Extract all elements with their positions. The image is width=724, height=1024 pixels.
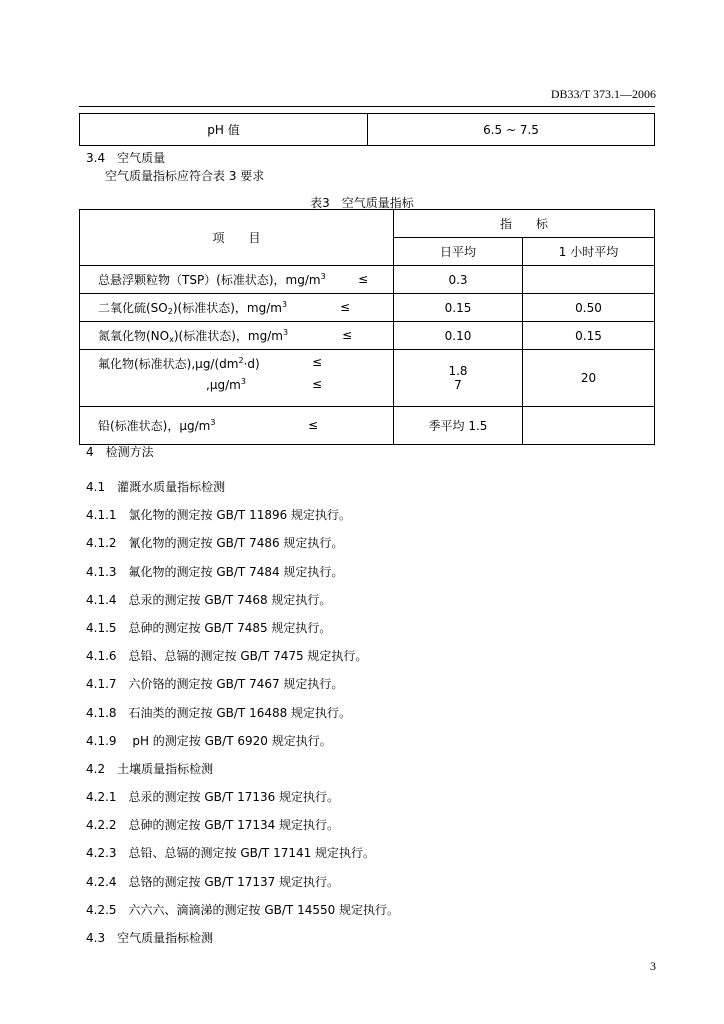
- list-item: 4.2 土壤质量指标检测: [86, 761, 214, 776]
- cell-hourly-nox: 0.15: [523, 322, 655, 350]
- row-label-nox: 氮氧化物$(NO_x)$(标准状态)，$mg/m^3$ ≤: [80, 322, 394, 350]
- col-header-daily: 日平均: [394, 238, 523, 266]
- section-3-4-title: 3.4 空气质量: [86, 151, 166, 165]
- list-item: 4.1.8 石油类的测定按 GB/T 16488 规定执行。: [86, 705, 352, 720]
- ph-label: pH 值: [80, 114, 368, 146]
- cell-hourly-so2: 0.50: [523, 294, 655, 322]
- le-sign: ≤: [312, 377, 323, 391]
- list-item: 4.1.3 氟化物的测定按 GB/T 7484 规定执行。: [86, 564, 344, 579]
- table-row: [80, 350, 655, 407]
- list-item: 4.1.7 六价铬的测定按 GB/T 7467 规定执行。: [86, 677, 344, 692]
- table-row: [80, 294, 655, 322]
- list-item: 4.2.2 总砷的测定按 GB/T 17134 规定执行。: [86, 818, 340, 833]
- list-item: 4.1.2 氰化物的测定按 GB/T 7486 规定执行。: [86, 536, 344, 551]
- le-sign: ≤: [342, 328, 353, 342]
- cell-daily-lead: 季平均 1.5: [394, 407, 523, 445]
- list-item: 4.2.5 六六六、滴滴涕的测定按 GB/T 14550 规定执行。: [86, 902, 400, 917]
- cell-daily-fluoride: 1.8 7: [394, 350, 523, 407]
- col-header-index: 指 标: [394, 210, 655, 238]
- list-item: 4.1.5 总砷的测定按 GB/T 7485 规定执行。: [86, 620, 332, 635]
- cell-daily-so2: 0.15: [394, 294, 523, 322]
- method-list: [86, 478, 399, 957]
- table3-caption: 表3 空气质量指标: [310, 196, 414, 210]
- header-rule: [79, 106, 655, 107]
- le-sign: ≤: [312, 355, 323, 369]
- air-quality-table: [79, 209, 655, 445]
- list-item: 4.2.3 总铅、总镉的测定按 GB/T 17141 规定执行。: [86, 846, 376, 861]
- row-label-lead: 铅(标准状态)，$\mu g/m^3$ ≤: [80, 407, 394, 445]
- col-header-item: 项 目: [80, 210, 394, 266]
- row-label-so2: 二氧化硫$(SO_2)$(标准状态)，$mg/m^3$ ≤: [80, 294, 394, 322]
- ph-table: [79, 113, 655, 146]
- le-sign: ≤: [308, 418, 319, 432]
- list-item: 4.3 空气质量指标检测: [86, 931, 214, 945]
- ph-value: 6.5 ~ 7.5: [368, 114, 655, 146]
- cell-daily-nox: 0.10: [394, 322, 523, 350]
- list-item: 4.1 灌溉水质量指标检测: [86, 480, 226, 494]
- row-label-fluoride: 氟化物(标准状态)$,\mu g/(dm^2\cdot d)$ ≤ $,\mu g/m^3$ ≤: [80, 350, 394, 407]
- cell-daily-tsp: 0.3: [394, 266, 523, 294]
- cell-hourly-tsp: [523, 266, 655, 294]
- list-item: 4.1.9 pH 的测定按 GB/T 6920 规定执行。: [86, 733, 332, 748]
- document-code: DB33/T 373.1—2006: [550, 87, 656, 101]
- list-item: 4.1.1 氯化物的测定按 GB/T 11896 规定执行。: [86, 508, 352, 523]
- cell-hourly-fluoride: 20: [523, 350, 655, 407]
- row-label-tsp: 总悬浮颗粒物（TSP）(标准状态)，$mg/m^3$ ≤: [80, 266, 394, 294]
- table-row: [80, 407, 655, 445]
- list-item: 4.2.1 总汞的测定按 GB/T 17136 规定执行。: [86, 790, 340, 805]
- section-3-4-text: 空气质量指标应符合表 3 要求: [105, 169, 265, 183]
- list-item: 4.1.4 总汞的测定按 GB/T 7468 规定执行。: [86, 592, 332, 607]
- table-row: [80, 322, 655, 350]
- le-sign: ≤: [340, 300, 351, 314]
- col-header-hourly: 1 小时平均: [523, 238, 655, 266]
- list-item: 4.1.6 总铅、总镉的测定按 GB/T 7475 规定执行。: [86, 649, 368, 664]
- le-sign: ≤: [358, 272, 369, 286]
- table-row: [80, 266, 655, 294]
- list-item: 4.2.4 总铬的测定按 GB/T 17137 规定执行。: [86, 874, 340, 889]
- cell-hourly-lead: [523, 407, 655, 445]
- page-number: 3: [650, 959, 656, 973]
- section-4-title: 4 检测方法: [86, 445, 154, 459]
